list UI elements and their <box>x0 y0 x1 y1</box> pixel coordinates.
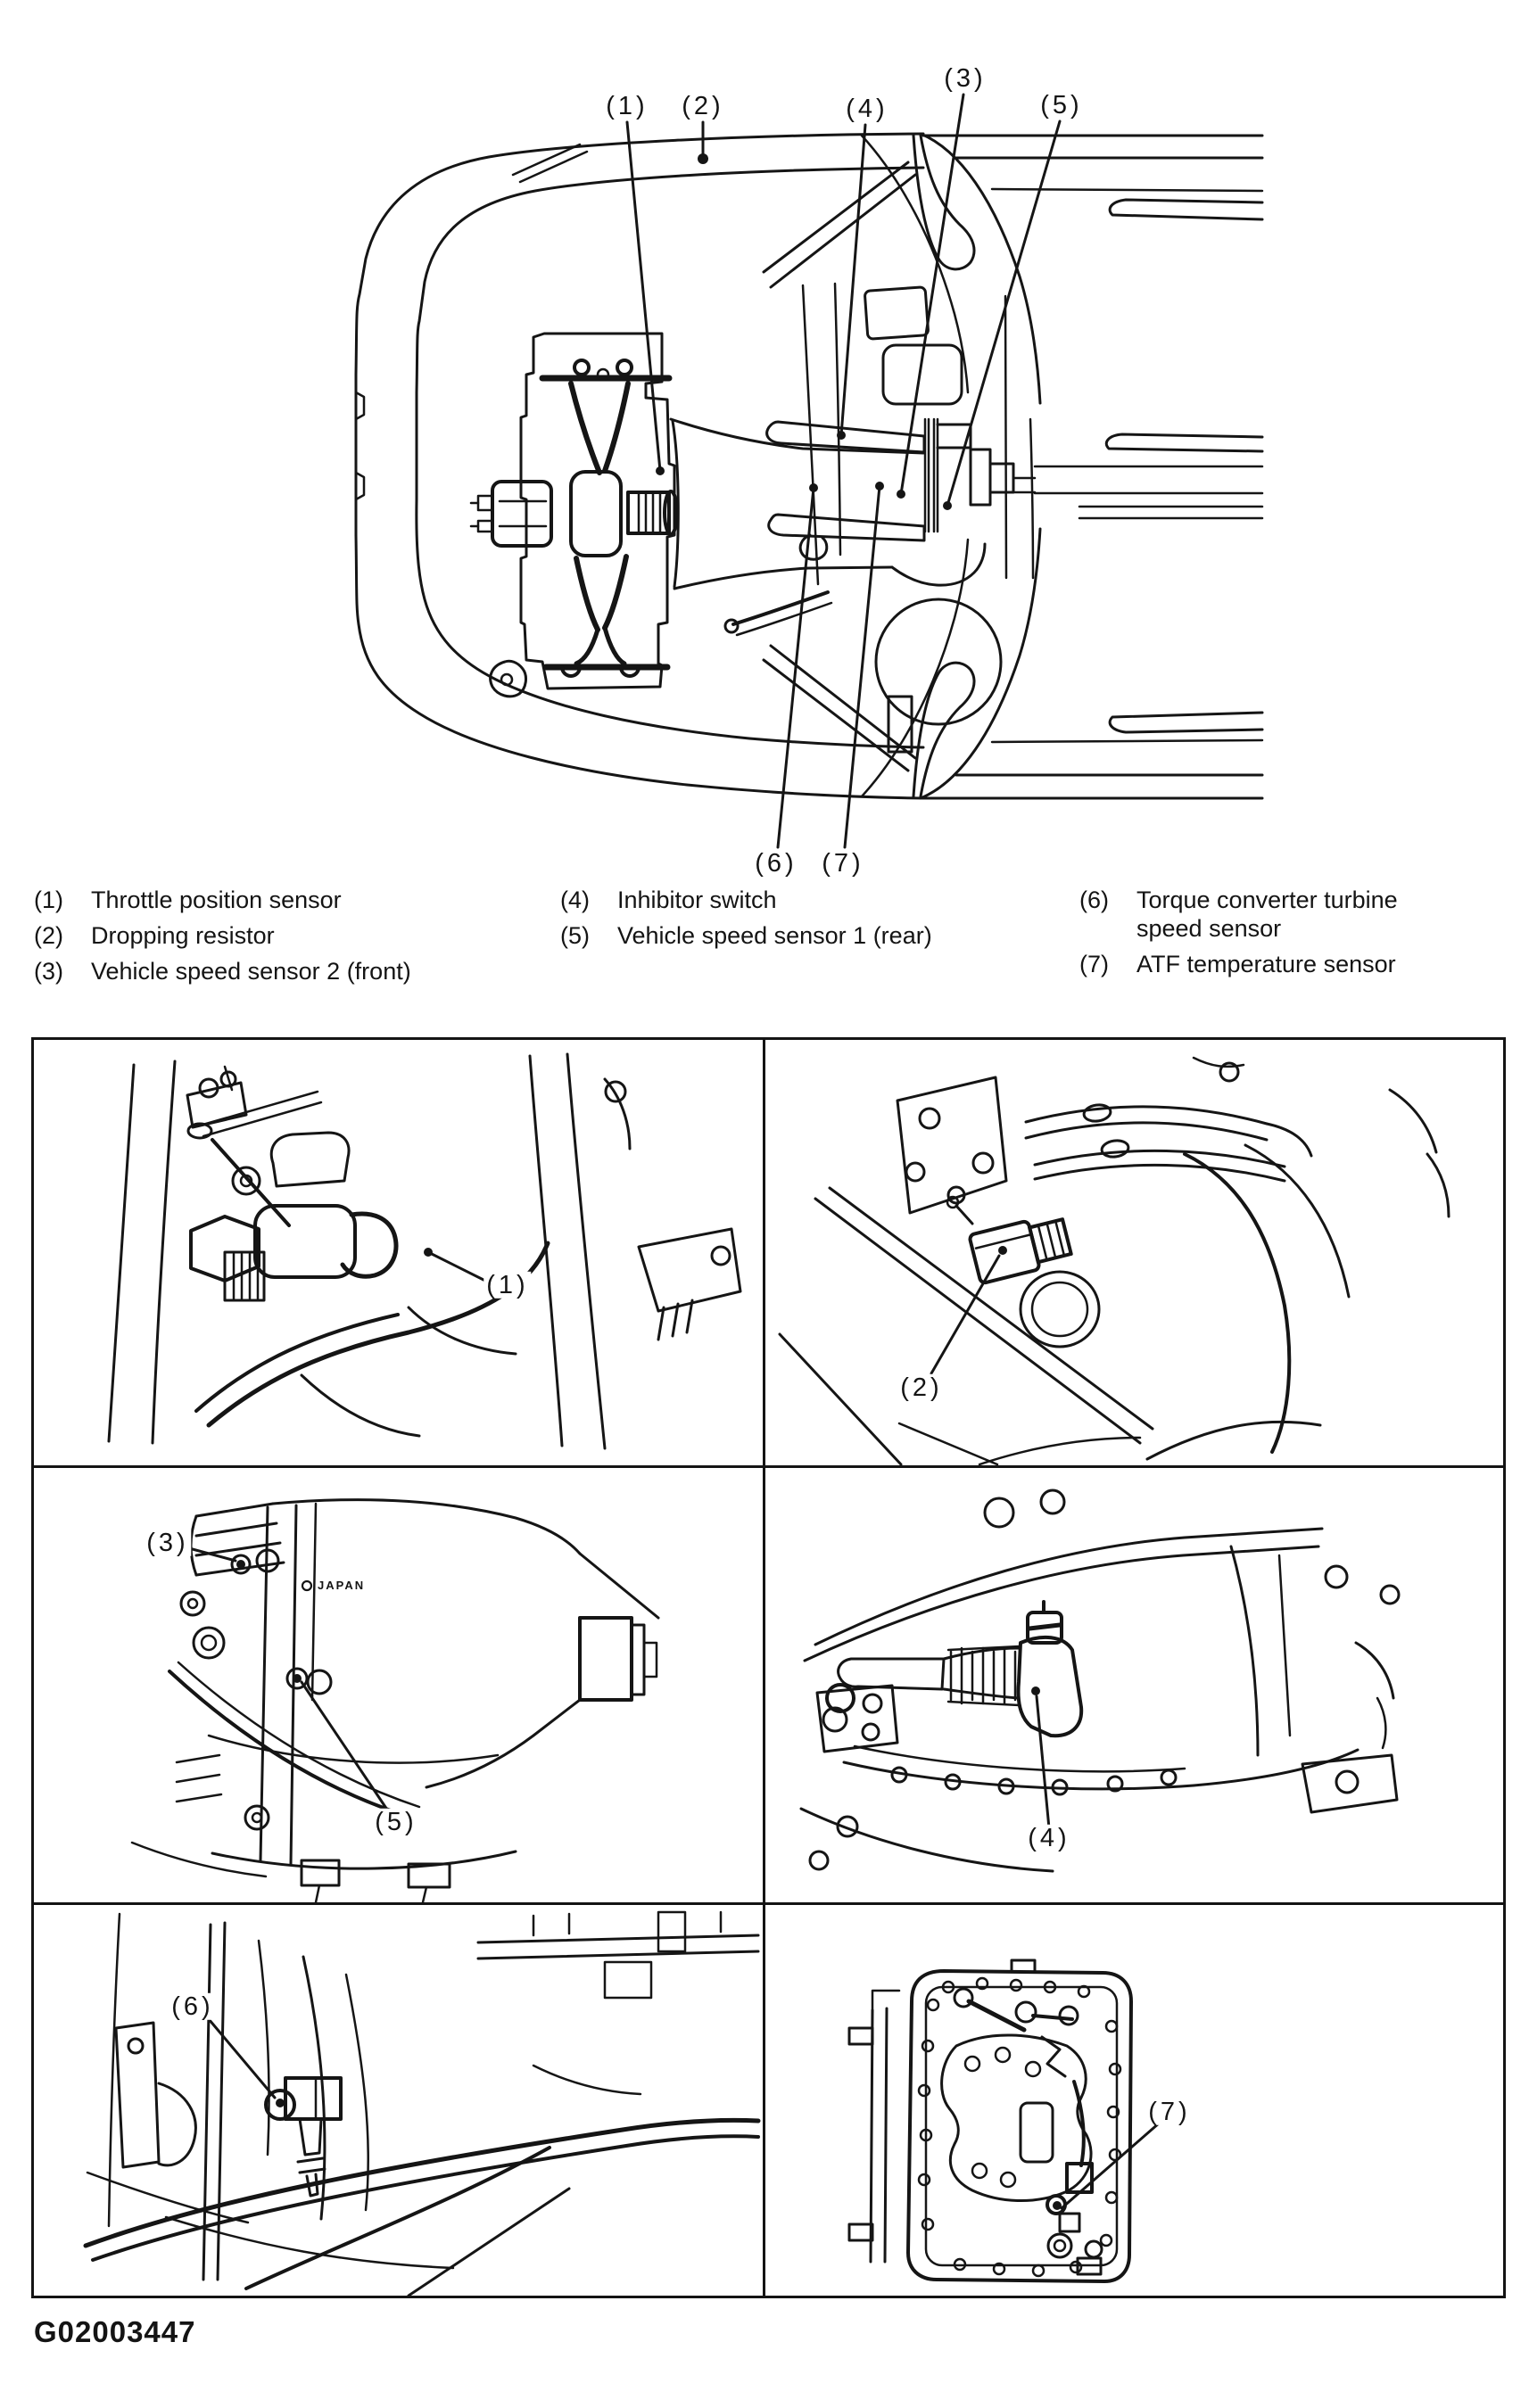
legend-label: Vehicle speed sensor 1 (rear) <box>617 922 932 949</box>
leader-lines <box>627 95 1060 847</box>
underbody-overview-diagram <box>0 0 1529 892</box>
legend-label: Dropping resistor <box>91 922 275 949</box>
transmission-top-view <box>671 419 1035 635</box>
legend-item <box>34 921 533 950</box>
legend-num: (3) <box>34 958 63 985</box>
detail-panel-grid <box>31 1037 1506 2298</box>
overview-callout-2: (2) <box>679 93 726 120</box>
legend-num: (5) <box>560 922 590 949</box>
legend-num: (7) <box>1079 951 1109 977</box>
overview-callout-3: (3) <box>941 65 988 92</box>
overview-callout-7: (7) <box>819 850 866 877</box>
panel-dropping-resistor <box>765 1040 1503 1468</box>
engine-top-view <box>471 334 677 697</box>
legend-item <box>1079 950 1463 978</box>
panel-callout-2: (2) <box>897 1374 945 1401</box>
panel-throttle-position-sensor <box>34 1040 765 1468</box>
legend-column-1 <box>34 886 533 993</box>
legend-label: ATF temperature sensor <box>1136 951 1396 977</box>
legend-num: (1) <box>34 887 63 913</box>
overview-callout-6: (6) <box>752 850 799 877</box>
figure-id: G02003447 <box>34 2315 196 2348</box>
panel-callout-3: (3) <box>144 1530 191 1556</box>
legend-num: (4) <box>560 887 590 913</box>
panel-5-illustration <box>34 1905 763 2296</box>
overview-callout-5: (5) <box>1037 92 1085 119</box>
panel-callout-5: (5) <box>372 1809 419 1835</box>
legend-label: Inhibitor switch <box>617 887 777 913</box>
legend-column-3 <box>1079 886 1463 985</box>
legend-item <box>34 886 533 914</box>
panel-callout-4: (4) <box>1025 1825 1072 1851</box>
panel-inhibitor-switch <box>765 1468 1503 1905</box>
legend-num: (6) <box>1079 887 1109 913</box>
panel-callout-1: (1) <box>483 1272 531 1299</box>
case-marking-text: JAPAN <box>318 1579 366 1592</box>
legend-column-2 <box>560 886 1060 957</box>
side-rails <box>923 136 1262 798</box>
overview-callout-1: (1) <box>603 93 650 120</box>
cowl-and-tunnel-lines <box>764 134 1040 798</box>
legend-num: (2) <box>34 922 63 949</box>
panel-callout-7: (7) <box>1145 2099 1193 2125</box>
legend-label: Vehicle speed sensor 2 (front) <box>91 958 411 985</box>
panel-turbine-speed-sensor <box>34 1905 765 2296</box>
panel-2-illustration <box>765 1040 1503 1465</box>
legend-item <box>1079 886 1463 943</box>
legend-item <box>560 921 1060 950</box>
panel-6-illustration <box>765 1905 1503 2296</box>
legend-item <box>34 957 533 985</box>
panel-callout-6: (6) <box>169 1993 216 2020</box>
overview-callout-4: (4) <box>843 95 890 122</box>
panel-vehicle-speed-sensors <box>34 1468 765 1905</box>
legend-label: Torque converter turbine speed sensor <box>1136 887 1398 942</box>
legend-label: Throttle position sensor <box>91 887 342 913</box>
panel-1-illustration <box>34 1040 763 1465</box>
panel-atf-temperature-sensor <box>765 1905 1503 2296</box>
panel-4-illustration <box>765 1468 1503 1902</box>
legend-item <box>560 886 1060 914</box>
